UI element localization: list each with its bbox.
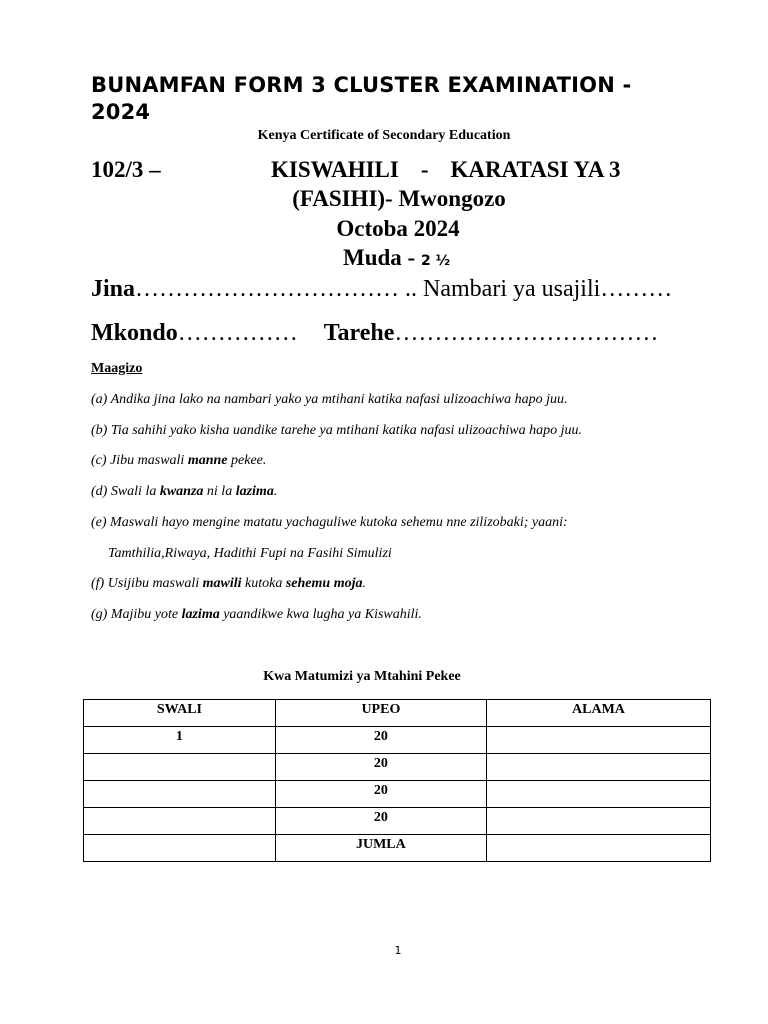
question-cell: 1 [84,727,276,754]
instruction-emphasis: lazima [235,484,274,499]
instruction-text: Tamthilia,Riwaya, Hadithi Fupi na Fasihi Simulizi [108,546,392,561]
instruction-text: (e) Maswali hayo mengine matatu yachaguliwe kutoka sehemu nne zilizobaki; yaani: [91,515,568,530]
name-label: Jina [91,276,136,302]
exam-title: BUNAMFAN FORM 3 CLUSTER EXAMINATION - 2024 [91,73,632,124]
instruction-item [91,453,266,469]
class-field-line [91,319,658,347]
name-field[interactable]: …………………………… [135,276,400,302]
column-header-upeo: UPEO [275,700,486,727]
paper-name: KARATASI YA 3 [450,157,621,182]
instruction-text: . [273,484,278,499]
instruction-emphasis: lazima [181,607,220,622]
instruction-text: yaandikwe kwa lugha ya Kiswahili. [219,607,422,622]
marks-table [83,699,711,862]
date-field[interactable]: …………………………… [394,320,659,346]
instruction-text: (a) Andika jina lako na nambari yako ya mtihani katika nafasi ulizoachiwa hapo juu. [91,392,568,407]
column-header-alama: ALAMA [486,700,710,727]
instruction-emphasis: manne [187,453,228,468]
instruction-text: (c) Jibu maswali [91,453,188,468]
instruction-text: (f) Usijibu maswali [91,576,203,591]
table-row [84,727,711,754]
score-cell[interactable] [486,727,710,754]
page-number: 1 [394,944,402,957]
question-cell[interactable] [84,808,276,835]
score-cell[interactable] [486,754,710,781]
instruction-item [91,423,582,439]
time-label: Muda - [343,245,416,270]
instruction-emphasis: mawili [202,576,242,591]
instruction-text: . [362,576,366,591]
table-row [84,781,711,808]
instruction-item [91,576,366,592]
name-field-line [91,275,672,303]
class-field[interactable]: …………… [177,320,298,346]
question-cell[interactable] [84,781,276,808]
subject-separator: - [420,157,429,182]
instruction-text: kutoka [241,576,286,591]
exam-date: Octoba 2024 [336,216,460,241]
instruction-item [91,607,422,623]
total-label-cell: JUMLA [275,835,486,862]
instruction-text: (g) Majibu yote [91,607,182,622]
class-label: Mkondo [91,320,178,346]
table-header-row [84,700,711,727]
instruction-item [91,392,567,408]
name-dots-tail: .. [399,276,418,302]
paper-code: 102/3 – [91,157,161,182]
time-value: 2 ½ [420,253,451,269]
instruction-item [91,484,277,500]
instruction-emphasis: sehemu moja [285,576,363,591]
instruction-item [108,546,392,562]
table-caption: Kwa Matumizi ya Mtahini Pekee [263,669,461,684]
table-row [84,808,711,835]
instructions-heading: Maagizo [91,361,143,376]
exam-subtitle: Kenya Certificate of Secondary Education [257,128,511,143]
total-blank-cell [84,835,276,862]
max-marks-cell: 20 [275,781,486,808]
table-total-row [84,835,711,862]
exam-time [343,244,450,275]
date-label: Tarehe [323,320,395,346]
score-cell[interactable] [486,808,710,835]
max-marks-cell: 20 [275,727,486,754]
subject-name: KISWAHILI [271,157,399,182]
instruction-emphasis: kwanza [159,484,204,499]
max-marks-cell: 20 [275,754,486,781]
paper-subtitle: (FASIHI)- Mwongozo [292,186,506,211]
instruction-item [91,515,568,531]
max-marks-cell: 20 [275,808,486,835]
question-cell[interactable] [84,754,276,781]
table-row [84,754,711,781]
instruction-text: (d) Swali la [91,484,160,499]
column-header-swali: SWALI [84,700,276,727]
instruction-text: ni la [203,484,236,499]
total-score-cell[interactable] [486,835,710,862]
subject-line [271,156,620,184]
instruction-text: pekee. [227,453,267,468]
score-cell[interactable] [486,781,710,808]
instruction-text: (b) Tia sahihi yako kisha uandike tarehe ya mtihani katika nafasi ulizoachiwa hapo juu. [91,423,582,438]
registration-number-field[interactable]: Nambari ya usajili……… [423,276,673,302]
